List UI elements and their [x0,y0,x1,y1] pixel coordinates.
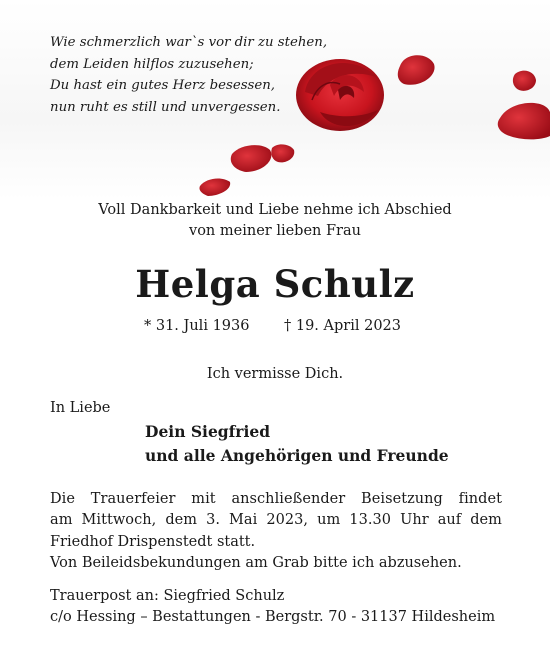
intro-line: von meiner lieben Frau [189,223,361,239]
service-line: Von Beileidsbekundungen am Grab bitte ich abzusehen. [50,554,462,571]
mail-address [50,586,495,629]
address-line: c/o Hessing – Bestattungen - Bergstr. 70 - 31137 Hildesheim [50,609,496,626]
intro-line: Voll Dankbarkeit und Liebe nehme ich Abschied [98,202,452,218]
farewell-intro [0,200,550,242]
address-line: Trauerpost an: Siegfried Schulz [50,588,285,604]
poem-line: Du hast ein gutes Herz besessen, [50,78,276,93]
poem-line: nun ruht es still und unvergessen. [50,99,281,115]
service-info [50,489,502,574]
rose-header-image [0,0,550,200]
signature-line: und alle Angehörigen und Freunde [145,446,449,465]
birth-date: * 31. Juli 1936 [144,318,250,334]
deceased-name: Helga Schulz [135,262,415,306]
signature [145,420,449,468]
poem-line: dem Leiden hilflos zuzusehen; [50,56,254,72]
poem [50,32,327,118]
service-line: am Mittwoch, dem 3. Mai 2023, um 13.30 Uhr auf dem [50,512,502,529]
poem-line: Wie schmerzlich war`s vor dir zu stehen, [50,35,328,50]
death-date: † 19. April 2023 [284,318,401,334]
signature-line: Dein Siegfried [145,422,271,441]
service-line: Die Trauerfeier mit anschließender Beisetzung findet [50,491,502,507]
service-line: Friedhof Drispenstedt statt. [50,533,256,550]
miss-message: Ich vermisse Dich. [206,366,344,382]
in-liebe-label: In Liebe [50,400,111,416]
